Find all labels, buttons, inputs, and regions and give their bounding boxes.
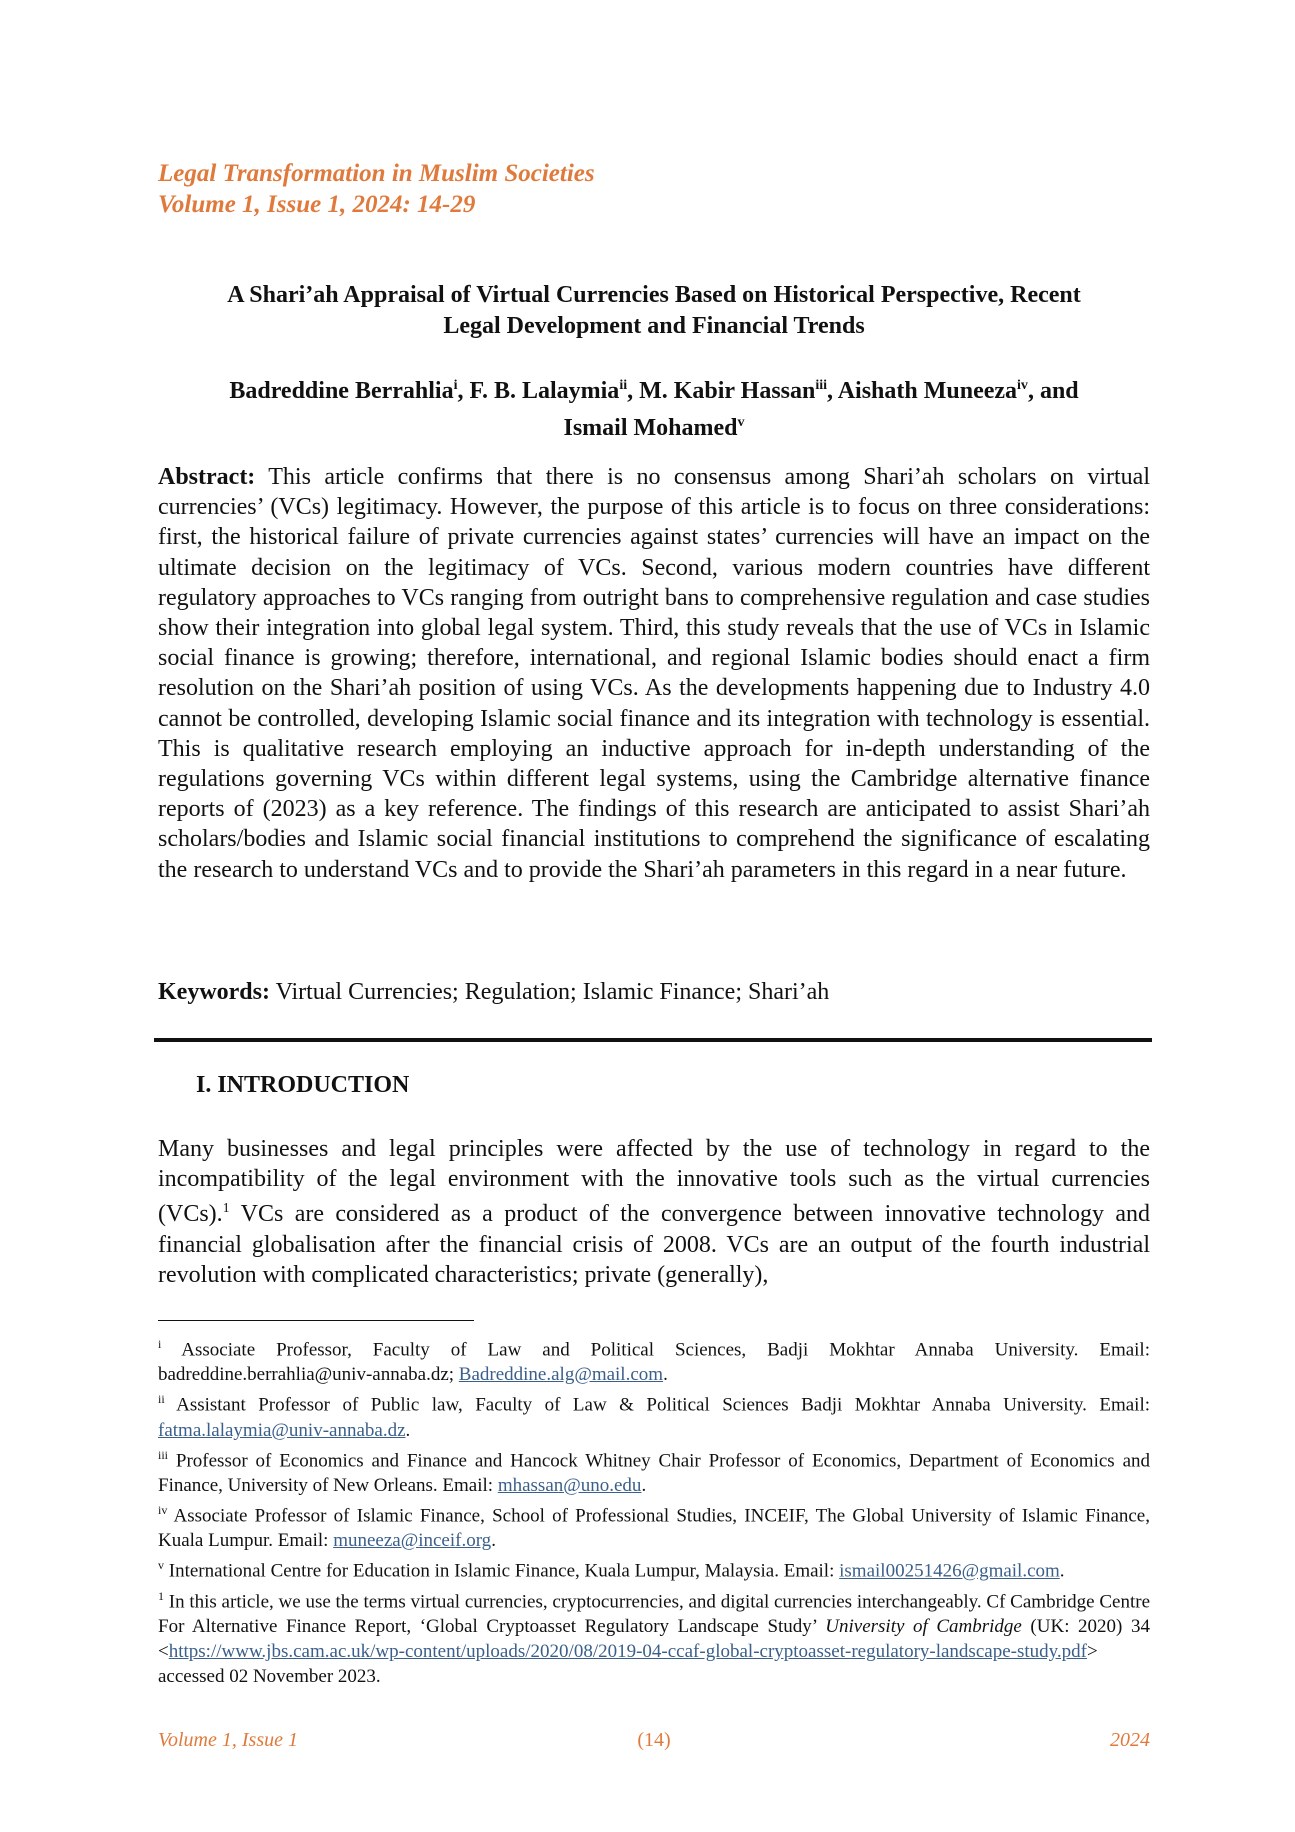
footnote-mark: iii [158,1447,169,1462]
footnote-text: Associate Professor of Islamic Finance, School of Professional Studies, INCEIF, The Global University of Islamic Finance, Kuala Lumpur. Email: [158,1505,1150,1552]
email-link[interactable]: ismail00251426@gmail.com [839,1560,1060,1582]
footnote-mark: v [158,1558,164,1573]
page [158,0,1150,1832]
footnote-mark: i [158,1337,162,1351]
email-link[interactable]: Badreddine.alg@mail.com [458,1364,664,1386]
footnote-ii [158,1387,1150,1442]
email-link[interactable]: mhassan@uno.edu [497,1474,642,1496]
footnote-end: . [641,1474,647,1496]
author-name: Ismail Mohamed [563,415,738,441]
footnote-end: > accessed 02 November 2023. [158,1640,1098,1687]
journal-name: Legal Transformation in Muslim Societies [158,160,595,187]
section-divider [154,1038,1152,1042]
footnote-1 [158,1584,1150,1689]
page-number: (14) [637,1729,671,1751]
footnote-ref[interactable]: 1 [222,1201,230,1217]
author-line-2 [158,407,1150,444]
abstract-label: Abstract: [158,464,256,490]
footnote-text: Professor of Economics and Finance and Hancock Whitney Chair Professor of Economics, Department of Economics and Finance, University of New Orleans. Email: [158,1449,1150,1496]
email-link[interactable]: fatma.lalaymia@univ-annaba.dz [158,1419,406,1441]
abstract-text: This article confirms that there is no consensus among Shari’ah scholars on virtual currencies’ (VCs) legitimacy. However, the purpose of this article is to focus on three considerations: first, the historical failure of private currencies against states’ currencies will have an impact on the ultimate decision on the legitimacy of VCs. Second, various modern countries have different regulatory approaches to VCs ranging from outright bans to comprehensive regulation and case studies show their integration into global legal system. Third, this study reveals that the use of VCs in Islamic social finance is growing; therefore, international, and regional Islamic bodies should enact a firm resolution on the Shari’ah position of using VCs. As the developments happening due to Industry 4.0 cannot be controlled, developing Islamic social finance and its integration with technology is essential. This is qualitative research employing an inductive approach for in-depth understanding of the regulations governing VCs within different legal systems, using the Cambridge alternative finance reports of (2023) as a key reference. The findings of this research are anticipated to assist Shari’ah scholars/bodies and Islamic social financial institutions to comprehend the significance of escalating the research to understand VCs and to provide the Shari’ah parameters in this regard in a near future. [158,464,1150,883]
footnote-text: Associate Professor, Faculty of Law and Political Sciences, Badji Mokhtar Annaba University. Email: badreddine.berrahlia@univ-annaba.dz; [158,1339,1150,1386]
url-link[interactable]: https://www.jbs.cam.ac.uk/wp-content/uploads/2020/08/2019-04-ccaf-global-cryptoasset-regulatory-landscape-study.pdf [168,1640,1087,1662]
introduction-paragraph [158,1134,1150,1290]
article-title [158,280,1150,342]
footnote-text-2: (UK: 2020) 34 < [158,1615,1150,1662]
footnote-text: International Centre for Education in Islamic Finance, Kuala Lumpur, Malaysia. Email: [168,1560,840,1582]
author-mark: ii [619,378,628,393]
author-name: Aishath Muneeza [837,378,1018,404]
footnote-end: . [1059,1560,1065,1582]
intro-text-1: Many businesses and legal principles were affected by the use of technology in regard to the incompatibility of the legal environment with the innovative tools such as the virtual currencies (VCs). [158,1136,1150,1228]
author-mark: iii [815,378,828,393]
author-mark: i [453,378,458,393]
author-list [158,370,1150,444]
journal-header [158,158,595,220]
author-name: F. B. Lalaymia [469,378,620,404]
footnote-end: . [663,1364,668,1386]
footnote-iii [158,1443,1150,1498]
email-link[interactable]: muneeza@inceif.org [333,1530,492,1552]
footer-volume: Volume 1, Issue 1 [158,1729,298,1751]
article-title-line-2: Legal Development and Financial Trends [443,313,865,339]
footnote-mark: iv [158,1502,168,1517]
author-name: Badreddine Berrahlia [229,378,454,404]
author-mark: v [737,415,745,430]
author-mark: iv [1017,378,1028,393]
footnote-mark: ii [158,1392,165,1407]
journal-volume: Volume 1, Issue 1, 2024: 14-29 [158,191,476,218]
section-heading: I. INTRODUCTION [196,1072,410,1098]
footnote-v [158,1553,1150,1583]
footnote-separator [158,1320,474,1321]
footnote-end: . [491,1530,496,1552]
footnote-italic: University of Cambridge [825,1615,1022,1637]
footnote-end: . [405,1419,411,1441]
keywords [158,977,1150,1007]
article-title-line-1: A Shari’ah Appraisal of Virtual Currencies Based on Historical Perspective, Recent [227,282,1081,308]
footnote-text: Assistant Professor of Public law, Faculty of Law & Political Sciences Badji Mokhtar Annaba University. Email: [176,1394,1151,1416]
page-footer [158,1727,1150,1753]
abstract [158,462,1150,885]
author-line-1: Badreddine Berrahlia$^i$, F. B. Lalaymia$^{ii}$, M. Kabir Hassan$^{iii}$, Aishath Muneeza$^{iv}$, and [229,378,1079,404]
footnote-iv [158,1498,1150,1553]
footnote-text: In this article, we use the terms virtual currencies, cryptocurrencies, and digital currencies interchangeably. Cf Cambridge Centre For Alternative Finance Report, ‘Global Cryptoasset Regulatory Landscape Study’ [158,1590,1151,1637]
keywords-text: Virtual Currencies; Regulation; Islamic Finance; Shari’ah [275,979,830,1005]
footnote-mark: 1 [158,1588,164,1603]
footnotes [158,1332,1150,1689]
author-name: M. Kabir Hassan [639,378,816,404]
footer-year: 2024 [1110,1729,1150,1751]
footnote-i [158,1332,1150,1387]
keywords-label: Keywords: [158,979,270,1005]
intro-text-2: VCs are considered as a product of the convergence between innovative technology and financial globalisation after the financial crisis of 2008. VCs are an output of the fourth industrial revolution with complicated characteristics; private (generally), [158,1201,1150,1288]
